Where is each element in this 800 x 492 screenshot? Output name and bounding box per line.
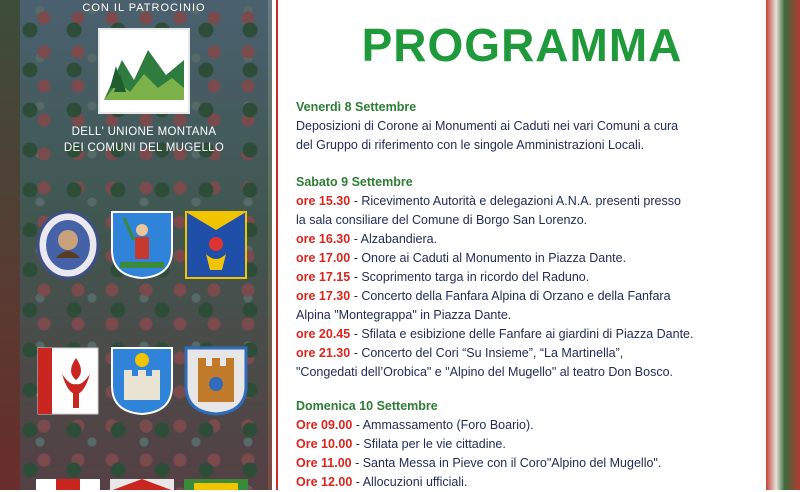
union-line-1: DELL' UNIONE MONTANA [71, 126, 217, 138]
crest-castle-lion-icon [110, 346, 174, 416]
list-item [296, 268, 756, 287]
event-time: Ore 12.00 [296, 475, 353, 489]
flag-strip [766, 0, 800, 490]
event-text: - Sfilata per le vie cittadine. [352, 437, 506, 451]
crest-tower-icon [184, 346, 248, 416]
crest-lily-icon [36, 346, 100, 416]
event-time: ore 16.30 [296, 232, 351, 246]
event-text: - Scoprimento targa in ricordo del Raduno. [350, 270, 590, 284]
event-time: ore 20.45 [296, 327, 351, 341]
photo-edge [0, 0, 20, 490]
event-text: - Alzabandiera. [350, 232, 438, 246]
event-time: Ore 10.00 [296, 437, 353, 451]
page-title: PROGRAMMA [361, 19, 683, 71]
event-text: - Ricevimento Autorità e delegazioni A.N.A. presenti presso [350, 194, 681, 208]
list-item [296, 454, 756, 473]
event-text: - Sfilata e esibizione delle Fanfare ai giardini di Piazza Dante. [350, 327, 694, 341]
day1-section [296, 98, 756, 155]
crest-chalice-icon [184, 210, 248, 280]
program-panel [276, 0, 766, 490]
event-time: Ore 09.00 [296, 418, 353, 432]
list-item [296, 230, 756, 249]
crest-portrait-icon [36, 210, 100, 280]
event-time: ore 17.00 [296, 251, 351, 265]
patrocinio-label: CON IL PATROCINIO [82, 2, 206, 14]
list-item [296, 325, 756, 344]
day2-section [296, 173, 756, 382]
event-text-continued: la sala consiliare del Comune di Borgo San Lorenzo. [296, 213, 588, 227]
event-text: - Onore ai Caduti al Monumento in Piazza Dante. [350, 251, 627, 265]
day3-section [296, 397, 756, 492]
event-text: - Santa Messa in Pieve con il Coro"Alpino del Mugello". [351, 456, 662, 470]
day3-title: Domenica 10 Settembre [296, 399, 438, 413]
event-time: Ore 11.00 [296, 456, 352, 470]
list-item [296, 435, 756, 454]
event-text: - Concerto della Fanfara Alpina di Orzano e della Fanfara [350, 289, 671, 303]
list-item [296, 249, 756, 268]
event-time: ore 17.30 [296, 289, 351, 303]
event-text-continued: "Congedati dell’Orobica" e "Alpino del Mugello" al teatro Don Bosco. [296, 365, 673, 379]
list-item [296, 473, 756, 492]
union-label [20, 124, 268, 156]
list-item [296, 416, 756, 435]
left-photo-panel [0, 0, 272, 490]
list-item [296, 192, 756, 211]
union-logo-icon [98, 28, 190, 114]
day1-text-1: Deposizioni di Corone ai Monumenti ai Caduti nei vari Comuni a cura [296, 119, 679, 133]
event-text-continued: Alpina "Montegrappa" in Piazza Dante. [296, 308, 512, 322]
union-line-2: DEI COMUNI DEL MUGELLO [63, 142, 225, 154]
list-item [296, 344, 756, 363]
event-text: - Ammassamento (Foro Boario). [352, 418, 534, 432]
day2-title: Sabato 9 Settembre [296, 175, 413, 189]
crest-partial-3-icon [184, 478, 248, 490]
crest-partial-1-icon [36, 478, 100, 490]
event-text: - Allocuzioni ufficiali. [352, 475, 468, 489]
crest-saint-icon [110, 210, 174, 280]
day1-title: Venerdì 8 Settembre [296, 100, 417, 114]
list-item [296, 287, 756, 306]
day1-text-2: del Gruppo di riferimento con le singole Amministrazioni Locali. [296, 138, 645, 152]
event-time: ore 17.15 [296, 270, 351, 284]
crest-partial-2-icon [110, 478, 174, 490]
event-time: ore 15.30 [296, 194, 351, 208]
event-text: - Concerto del Cori “Su Insieme”, “La Martinella”, [350, 346, 624, 360]
event-time: ore 21.30 [296, 346, 351, 360]
